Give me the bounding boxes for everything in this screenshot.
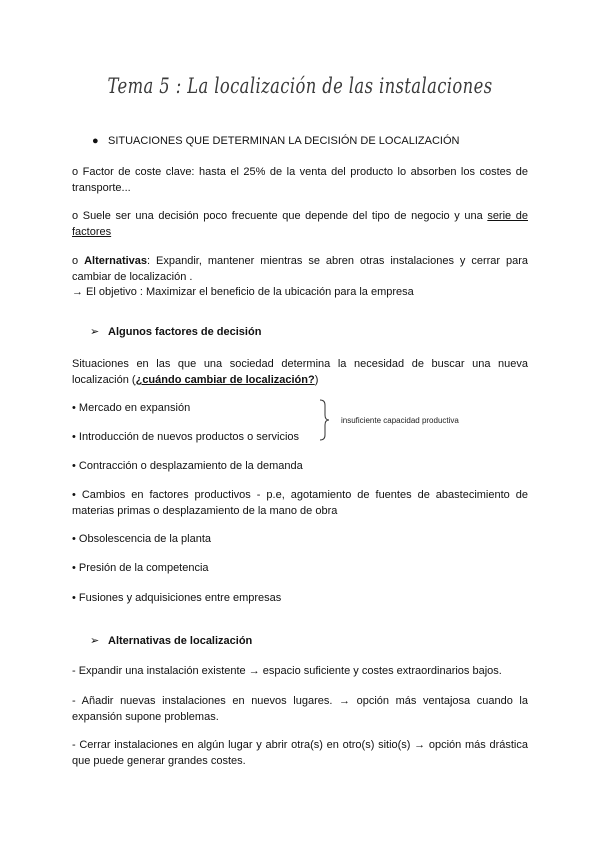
factores-heading — [90, 325, 261, 338]
brace-label: insuficiente capacidad productiva — [341, 416, 459, 425]
factor-item: • Cambios en factores productivos - p.e, agotamiento de fuentes de abastecimiento de materias primas o desplazamiento de la mano de obra — [72, 489, 528, 517]
factor-item: • Introducción de nuevos productos o servicios — [72, 431, 300, 443]
decision-text: o Suele ser una decisión poco frecuente que depende del tipo de negocio y una — [72, 210, 488, 222]
section-heading — [92, 135, 459, 147]
factores-intro — [72, 356, 528, 388]
alternativa-item: - Cerrar instalaciones en algún lugar y abrir otra(s) en otro(s) sitio(s) → opción más drástica que puede generar grandes costes. — [72, 739, 528, 767]
factor-item: • Fusiones y adquisiciones entre empresas — [72, 592, 282, 604]
arrowhead-icon: ➢ — [90, 635, 100, 647]
alternativa-item: - Añadir nuevas instalaciones en nuevos lugares. → opción más ventajosa cuando la expansión supone problemas. — [72, 695, 528, 723]
factor-item: • Obsolescencia de la planta — [72, 533, 211, 545]
factores-intro-text: Situaciones en las que una sociedad determina la necesidad de buscar una nueva localización ( — [72, 358, 528, 386]
factores-intro-close: ) — [314, 374, 319, 386]
factores-heading-text: Algunos factores de decisión — [108, 326, 262, 338]
section-heading-text: SITUACIONES QUE DETERMINAN LA DECISIÓN DE LOCALIZACIÓN — [108, 135, 460, 147]
intro-paragraph-alternativas — [72, 253, 528, 285]
factor-item: • Mercado en expansión — [72, 402, 191, 414]
alternativas-text: : Expandir, mantener mientras se abren otras instalaciones y cerrar para cambiar de localización . — [72, 255, 528, 283]
intro-paragraph-cost: o Factor de coste clave: hasta el 25% de la venta del producto lo absorben los costes de transporte... — [72, 166, 528, 194]
alternativas-heading-text: Alternativas de localización — [108, 635, 253, 647]
intro-paragraph-decision — [72, 208, 528, 240]
page-title: Tema 5 : La localización de las instalaciones — [107, 74, 493, 98]
cuando-cambiar-emphasis: ¿cuándo cambiar de localización? — [135, 374, 315, 386]
factor-item: • Contracción o desplazamiento de la demanda — [72, 460, 303, 472]
bullet-icon: ● — [92, 135, 99, 147]
alternativas-heading — [90, 634, 252, 647]
brace-icon — [318, 399, 330, 441]
arrowhead-icon: ➢ — [90, 326, 100, 338]
objective-line: → El objetivo : Maximizar el beneficio de la ubicación para la empresa — [72, 286, 414, 298]
alternativas-prefix: o — [72, 255, 85, 267]
factor-item: • Presión de la competencia — [72, 562, 209, 574]
alternativas-label: Alternativas — [84, 255, 148, 267]
serie-de-factores-link[interactable]: serie de factores — [72, 210, 528, 238]
alternativa-item: - Expandir una instalación existente → espacio suficiente y costes extraordinarios bajos. — [72, 665, 502, 677]
